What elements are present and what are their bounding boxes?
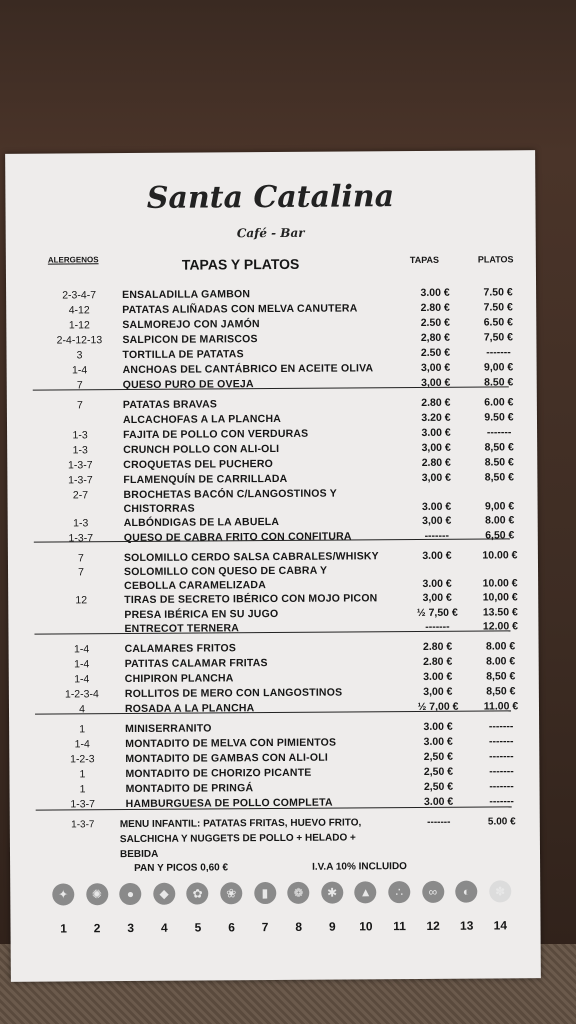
tapa-price: 2.80 € xyxy=(422,640,453,653)
item-name: CEBOLLA CARAMELIZADA xyxy=(124,579,267,593)
plato-price: 8.00 € xyxy=(486,655,516,668)
allergen-codes: 7 xyxy=(77,552,84,565)
menu-title: TAPAS Y PLATOS xyxy=(181,255,300,273)
allergen-codes: 1-4 xyxy=(74,658,90,671)
allergen-number: 4 xyxy=(160,920,168,935)
allergen-codes: 1-4 xyxy=(74,673,90,686)
lupin-icon: ✽ xyxy=(489,880,511,902)
allergen-caption xyxy=(349,905,383,913)
allergen-codes: 7 xyxy=(78,566,85,579)
plato-price: ------- xyxy=(489,780,514,793)
plato-price: 10.00 € xyxy=(482,577,518,590)
item-name: QUESO PURO DE OVEJA xyxy=(122,378,254,392)
tapa-price: 2,80 € xyxy=(420,331,451,344)
allergen-caption xyxy=(483,904,517,912)
infantil-line-3: BEBIDA xyxy=(119,848,159,861)
allergen-codes: 1-4 xyxy=(74,738,90,751)
allergen-legend-item xyxy=(449,881,483,933)
fish-icon: ◆ xyxy=(153,883,175,905)
allergen-number: 11 xyxy=(393,919,406,934)
item-name: PATATAS BRAVAS xyxy=(122,398,218,412)
allergen-codes: 1-4 xyxy=(73,643,90,656)
infantil-allergens: 1-3-7 xyxy=(71,819,95,831)
allergen-codes: 1-12 xyxy=(68,319,90,332)
allergen-codes: 1-3-7 xyxy=(67,459,93,472)
allergen-caption xyxy=(80,907,114,915)
allergen-legend-item xyxy=(46,883,80,935)
plato-price: 7.50 € xyxy=(483,301,513,314)
tapa-price: 2,50 € xyxy=(423,780,454,793)
soy-icon: ❀ xyxy=(220,882,242,904)
allergen-legend-item xyxy=(349,881,383,933)
item-name: MONTADITO DE PRINGÁ xyxy=(125,782,254,796)
item-name: ANCHOAS DEL CANTÁBRICO EN ACEITE OLIVA xyxy=(122,362,374,377)
allergen-number: 7 xyxy=(261,920,269,935)
item-name: SALPICON DE MARISCOS xyxy=(122,333,258,347)
plato-price: 7.50 € xyxy=(483,286,513,299)
plato-price: 8.00 € xyxy=(485,514,515,527)
plato-price: 8.00 € xyxy=(485,640,516,653)
platos-column-header: PLATOS xyxy=(477,254,514,265)
allergen-legend-item xyxy=(416,881,450,933)
plato-price: 13.50 € xyxy=(482,606,518,619)
item-name: ROLLITOS DE MERO CON LANGOSTINOS xyxy=(124,686,343,701)
item-name: CRUNCH POLLO CON ALI-OLI xyxy=(123,442,280,457)
tapa-price: 2,50 € xyxy=(423,750,453,763)
allergen-codes: 1-3-7 xyxy=(68,532,94,545)
allergen-legend xyxy=(10,880,540,944)
item-name: ENSALADILLA GAMBON xyxy=(122,288,251,302)
item-name: CROQUETAS DEL PUCHERO xyxy=(123,457,274,472)
infantil-tapa: ------- xyxy=(427,816,451,828)
item-name: MONTADITO DE GAMBAS CON ALI-OLI xyxy=(125,751,328,766)
tapa-price: 3.00 € xyxy=(420,286,450,299)
item-name: HAMBURGUESA DE POLLO COMPLETA xyxy=(125,796,333,811)
menu-sheet xyxy=(5,150,541,982)
plato-price: 11.00 € xyxy=(483,700,519,713)
peanut-icon: ✿ xyxy=(187,882,209,904)
infantil-plato: 5.00 € xyxy=(487,816,516,828)
allergen-codes: 2-4-12-13 xyxy=(56,334,103,347)
allergen-number: 6 xyxy=(228,920,235,935)
wheat-icon: ✦ xyxy=(52,883,74,905)
plato-price: ------- xyxy=(486,426,512,439)
item-name: PATATAS ALIÑADAS CON MELVA CANUTERA xyxy=(122,302,358,317)
allergen-codes: 1 xyxy=(79,768,86,781)
infantil-line-1: MENU INFANTIL: PATATAS FRITAS, HUEVO FRITO, xyxy=(119,817,362,831)
tapa-price: 3.00 € xyxy=(423,670,453,683)
item-name: SOLOMILLO CON QUESO DE CABRA Y xyxy=(123,564,328,579)
plato-price: 8,50 € xyxy=(486,670,516,683)
plato-price: 6,50 € xyxy=(485,529,515,542)
allergen-caption xyxy=(382,905,416,913)
tapa-price: 3.20 € xyxy=(421,411,451,424)
tapa-price: 3,00 € xyxy=(420,361,451,374)
allergen-codes: 1 xyxy=(79,723,86,736)
allergen-codes: 1-3-7 xyxy=(68,474,93,487)
plato-price: ------- xyxy=(489,750,514,763)
plato-price: 9,00 € xyxy=(484,500,515,513)
item-name: SOLOMILLO CERDO SALSA CABRALES/WHISKY xyxy=(123,550,379,565)
crab-icon: ✺ xyxy=(86,883,108,905)
allergen-legend-item xyxy=(248,882,282,934)
allergen-codes: 1 xyxy=(79,783,86,796)
iva-note: I.V.A 10% INCLUIDO xyxy=(312,861,407,873)
allergen-number: 9 xyxy=(328,919,336,934)
allergen-codes xyxy=(35,414,125,415)
allergen-legend-item xyxy=(281,882,315,934)
tapa-price: 3,00 € xyxy=(421,441,451,454)
tapa-price: 2.80 € xyxy=(421,456,451,469)
tapa-price: 3.00 € xyxy=(422,577,452,590)
tapa-price: 3.00 € xyxy=(423,735,453,748)
allergen-codes: 4-12 xyxy=(68,304,90,317)
allergen-number: 8 xyxy=(295,919,303,934)
item-name: SALMOREJO CON JAMÓN xyxy=(122,318,260,332)
milk-icon: ▮ xyxy=(254,882,276,904)
sulphite-icon: ∞ xyxy=(422,881,444,903)
allergen-codes: 1-2-3 xyxy=(70,753,95,766)
celery-icon: ✱ xyxy=(321,882,343,904)
item-name: MONTADITO DE CHORIZO PICANTE xyxy=(125,766,312,781)
nut-icon: ❁ xyxy=(287,882,309,904)
allergen-codes xyxy=(36,609,126,610)
plato-price: 8,50 € xyxy=(484,441,514,454)
plato-price: 12.00 € xyxy=(482,620,518,633)
allergen-number: 13 xyxy=(459,918,474,933)
alergenos-header: ALERGENOS xyxy=(47,255,99,265)
pan-picos-price: PAN Y PICOS 0,60 € xyxy=(134,862,229,874)
item-name: MINISERRANITO xyxy=(125,722,212,736)
allergen-legend-item xyxy=(181,882,215,934)
allergen-codes: 1-3 xyxy=(72,444,88,457)
allergen-caption xyxy=(214,906,248,914)
item-name: ENTRECOT TERNERA xyxy=(124,622,240,636)
allergen-codes: 2-7 xyxy=(72,489,89,502)
item-name: PRESA IBÉRICA EN SU JUGO xyxy=(124,607,279,622)
allergen-codes xyxy=(36,623,126,624)
plato-price: 8.50 € xyxy=(484,376,514,389)
allergen-number: 14 xyxy=(493,918,508,933)
item-name: CALAMARES FRITOS xyxy=(124,642,237,656)
allergen-codes: 1-4 xyxy=(71,364,88,377)
allergen-codes: 12 xyxy=(75,594,88,607)
tapa-price: ------- xyxy=(424,529,450,542)
allergen-codes xyxy=(36,580,126,581)
tapa-price: 2.80 € xyxy=(423,655,453,668)
allergen-codes: 2-3-4-7 xyxy=(62,289,97,302)
tapa-price: 3.00 € xyxy=(423,720,453,733)
tapa-price: 3.00 € xyxy=(423,795,454,808)
allergen-caption xyxy=(450,905,484,913)
sesame-icon: ∴ xyxy=(388,881,410,903)
plato-price: 7,50 € xyxy=(483,331,514,344)
tapa-price: 2.50 € xyxy=(420,316,450,329)
tapa-price: ------- xyxy=(425,620,450,633)
allergen-codes: 1-3 xyxy=(73,517,89,530)
plato-price: 8,50 € xyxy=(486,685,516,698)
tapa-price: 3.00 € xyxy=(422,549,452,562)
tapa-price: 3,00 € xyxy=(421,471,452,484)
allergen-caption xyxy=(416,905,450,913)
tapa-price: 3.00 € xyxy=(421,500,452,513)
allergen-number: 5 xyxy=(194,920,202,935)
item-name: PATITAS CALAMAR FRITAS xyxy=(124,657,268,671)
plato-price: ------- xyxy=(486,346,511,359)
plato-price: ------- xyxy=(488,720,514,733)
allergen-codes: 7 xyxy=(76,379,83,392)
plato-price: 6.00 € xyxy=(484,396,514,409)
item-name: QUESO DE CABRA FRITO CON CONFITURA xyxy=(123,530,352,545)
tapa-price: 3,00 € xyxy=(421,376,451,389)
tapa-price: 3,00 € xyxy=(422,591,452,604)
tapa-price: 2.50 € xyxy=(420,346,451,359)
allergen-legend-item xyxy=(80,883,114,935)
item-name: CHIPIRON PLANCHA xyxy=(124,672,234,686)
plato-price: 9,00 € xyxy=(483,361,514,374)
item-name: ROSADA A LA PLANCHA xyxy=(124,702,255,716)
allergen-codes: 1-2-3-4 xyxy=(64,688,99,701)
allergen-caption xyxy=(282,906,316,914)
plato-price: ------- xyxy=(489,765,514,778)
brand-subtitle: Café - Bar xyxy=(236,225,305,241)
tapa-price: 2.80 € xyxy=(421,396,451,409)
plato-price: 10,00 € xyxy=(482,591,518,604)
allergen-legend-item xyxy=(315,881,349,933)
allergen-caption xyxy=(315,905,349,913)
plato-price: 8.50 € xyxy=(484,456,514,469)
plato-price: ------- xyxy=(488,735,514,748)
allergen-number: 3 xyxy=(127,920,135,936)
mustard-icon: ▲ xyxy=(355,881,377,903)
allergen-codes: 3 xyxy=(76,349,83,362)
allergen-caption xyxy=(147,907,181,915)
egg-icon: ● xyxy=(119,883,141,905)
item-name: CHISTORRAS xyxy=(123,502,195,516)
plato-price: 8,50 € xyxy=(484,471,515,484)
allergen-codes: 1-3-7 xyxy=(70,798,95,811)
plato-price: 9.50 € xyxy=(484,411,514,424)
tapa-price: 3.00 € xyxy=(421,426,451,439)
allergen-codes: 4 xyxy=(79,703,85,716)
item-name: BROCHETAS BACÓN C/LANGOSTINOS Y xyxy=(123,487,338,502)
allergen-number: 1 xyxy=(60,921,67,936)
plato-price: 10.00 € xyxy=(482,549,518,562)
allergen-legend-item xyxy=(382,881,416,933)
allergen-legend-item xyxy=(483,880,517,932)
allergen-number: 10 xyxy=(359,919,373,934)
item-name: FAJITA DE POLLO CON VERDURAS xyxy=(123,427,309,442)
allergen-caption xyxy=(114,907,148,915)
item-name: TIRAS DE SECRETO IBÉRICO CON MOJO PICON xyxy=(124,592,378,607)
plato-price: 6.50 € xyxy=(483,316,513,329)
tapa-price: ½ 7,00 € xyxy=(417,700,459,713)
allergen-number: 2 xyxy=(93,921,101,936)
allergen-number: 12 xyxy=(426,918,440,933)
tapa-price: 3,00 € xyxy=(423,685,453,698)
allergen-codes xyxy=(36,503,126,504)
allergen-legend-item xyxy=(113,883,147,935)
allergen-legend-item xyxy=(214,882,248,934)
allergen-codes: 7 xyxy=(76,399,83,412)
item-name: ALBÓNDIGAS DE LA ABUELA xyxy=(123,515,280,530)
tapa-price: 2,50 € xyxy=(423,765,454,778)
item-name: FLAMENQUÍN DE CARRILLADA xyxy=(123,472,288,487)
item-name: MONTADITO DE MELVA CON PIMIENTOS xyxy=(125,736,337,751)
allergen-caption xyxy=(46,907,80,915)
allergen-caption xyxy=(181,906,215,914)
menu-item-row xyxy=(10,795,540,815)
plato-price: ------- xyxy=(489,795,514,808)
item-name: ALCACHOFAS A LA PLANCHA xyxy=(122,412,282,427)
shell-icon: ◐ xyxy=(455,881,477,903)
tapas-column-header: TAPAS xyxy=(409,254,440,266)
item-name: TORTILLA DE PATATAS xyxy=(122,348,244,362)
allergen-caption xyxy=(248,906,282,914)
allergen-codes: 1-3 xyxy=(72,429,88,442)
tapa-price: ½ 7,50 € xyxy=(416,606,458,619)
allergen-legend-item xyxy=(147,883,181,935)
brand-logo: Santa Catalina xyxy=(146,179,395,216)
infantil-line-2: SALCHICHA Y NUGGETS DE POLLO + HELADO + xyxy=(119,832,356,846)
tapa-price: 2.80 € xyxy=(420,301,450,314)
tapa-price: 3,00 € xyxy=(422,514,452,527)
